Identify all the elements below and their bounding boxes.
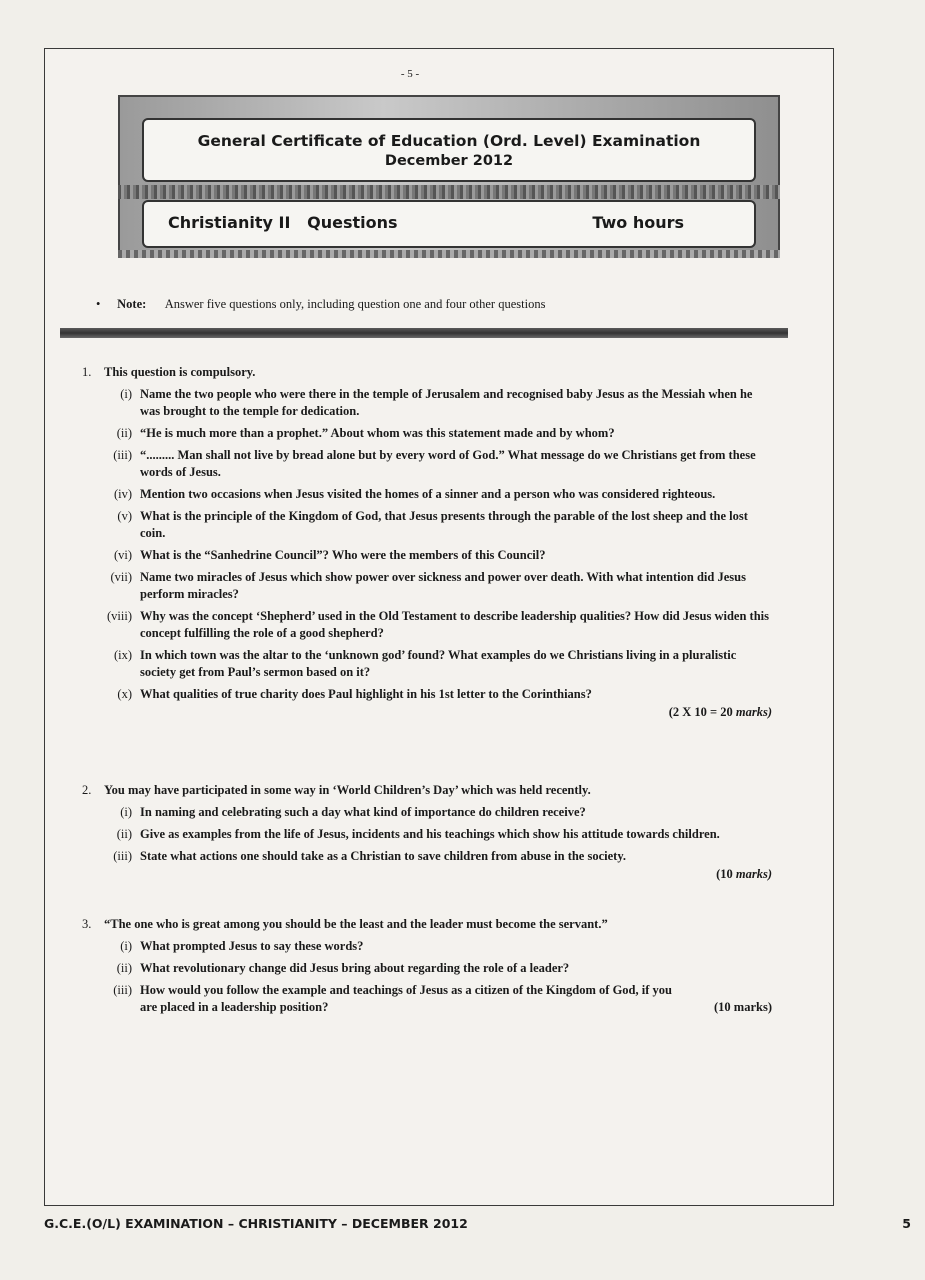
sub-question-text-line: are placed in a leadership position? [140, 1000, 329, 1014]
sub-question [82, 508, 772, 542]
roman-numeral: (i) [120, 939, 132, 953]
page-number: - 5 - [400, 68, 420, 80]
roman-numeral: (x) [117, 687, 132, 701]
sub-question-text: Mention two occasions when Jesus visited the homes of a sinner and a person who was considered righteous. [140, 487, 716, 501]
page-footer: G.C.E.(O/L) EXAMINATION – CHRISTIANITY – DECEMBER 2012 [44, 1216, 468, 1231]
exam-title-box [142, 118, 756, 182]
question-1 [82, 364, 772, 721]
roman-numeral: (i) [120, 387, 132, 401]
header-bottom-strip [118, 250, 780, 258]
sub-question [82, 982, 772, 1016]
sub-question-text-line: How would you follow the example and teachings of Jesus as a citizen of the Kingdom of God, if you [140, 983, 672, 997]
sub-question [82, 547, 772, 564]
sub-question-text: What revolutionary change did Jesus bring about regarding the role of a leader? [140, 961, 570, 975]
exam-date: December 2012 [384, 153, 514, 169]
roman-numeral: (ii) [116, 961, 132, 975]
sub-question-text: In naming and celebrating such a day what kind of importance do children receive? [140, 805, 586, 819]
sub-question [82, 804, 772, 821]
roman-numeral: (v) [117, 509, 132, 523]
roman-numeral: (vi) [113, 548, 132, 562]
question-2 [82, 782, 772, 883]
roman-numeral: (iv) [113, 487, 132, 501]
roman-numeral: (vii) [110, 570, 132, 584]
sub-question [82, 826, 772, 843]
marks-value: (2 X 10 = 20 [668, 705, 733, 719]
sub-question [82, 569, 772, 603]
question-text: You may have participated in some way in ‘World Children’s Day’ which was held recently. [104, 783, 591, 797]
roman-numeral: (iii) [113, 448, 132, 462]
question-number: 2. [82, 783, 92, 797]
sub-question [82, 608, 772, 642]
header-strip [118, 185, 780, 199]
sub-question [82, 848, 772, 865]
subject-label: Christianity II Questions [168, 213, 398, 232]
marks-label [82, 704, 772, 721]
question-3 [82, 916, 772, 1016]
sub-question [82, 647, 772, 681]
sub-question [82, 447, 772, 481]
sub-question-text: Give as examples from the life of Jesus, incidents and his teachings which show his attitude towards children. [140, 827, 720, 841]
roman-numeral: (ix) [113, 648, 132, 662]
sub-question-text: Name the two people who were there in the temple of Jerusalem and recognised baby Jesus as the Messiah when he was brought to the temple for dedication. [140, 387, 753, 418]
sub-question [82, 486, 772, 503]
marks-word: marks) [735, 867, 772, 881]
sub-question-text: What prompted Jesus to say these words? [140, 939, 364, 953]
sub-question-text: “......... Man shall not live by bread alone but by every word of God.” What message do we Christians get from these words of Jesus. [140, 448, 756, 479]
duration-label: Two hours [592, 213, 684, 232]
roman-numeral: (ii) [116, 426, 132, 440]
roman-numeral: (iii) [113, 983, 132, 997]
sub-question [82, 425, 772, 442]
question-text: This question is compulsory. [104, 365, 256, 379]
sub-question-text: Name two miracles of Jesus which show power over sickness and power over death. With what intention did Jesus perform miracles? [140, 570, 746, 601]
roman-numeral: (iii) [113, 849, 132, 863]
exam-title: General Certificate of Education (Ord. Level) Examination [197, 132, 701, 150]
marks-label [82, 866, 772, 883]
sub-question-text: What is the principle of the Kingdom of God, that Jesus presents through the parable of the lost sheep and the lost coin. [140, 509, 748, 540]
sub-question-text: “He is much more than a prophet.” About whom was this statement made and by whom? [140, 426, 615, 440]
sub-question [82, 960, 772, 977]
marks-label: (10 marks) [714, 1000, 772, 1014]
sub-question-text: Why was the concept ‘Shepherd’ used in the Old Testament to describe leadership qualities? How did Jesus widen this concept fulfilling the role of a good shepherd? [140, 609, 769, 640]
sub-question-text: In which town was the altar to the ‘unknown god’ found? What examples do we Christians living in a pluralistic society get from Paul’s sermon based on it? [140, 648, 737, 679]
note-text: Answer five questions only, including question one and four other questions [164, 297, 546, 311]
question-number: 1. [82, 365, 92, 379]
instructions-note [96, 297, 545, 312]
sub-question [82, 686, 772, 703]
bullet-icon: • [96, 297, 101, 311]
roman-numeral: (viii) [107, 609, 132, 623]
sub-question-text: State what actions one should take as a Christian to save children from abuse in the society. [140, 849, 627, 863]
section-divider [60, 328, 788, 338]
sub-question-text: What is the “Sanhedrine Council”? Who were the members of this Council? [140, 548, 546, 562]
question-text: “The one who is great among you should be the least and the leader must become the servant.” [104, 917, 608, 931]
sub-question [82, 938, 772, 955]
sub-question-text: What qualities of true charity does Paul highlight in his 1st letter to the Corinthians? [140, 687, 592, 701]
sub-question [82, 386, 772, 420]
footer-page-number: 5 [902, 1216, 911, 1231]
marks-value: (10 [716, 867, 733, 881]
question-number: 3. [82, 917, 92, 931]
subject-box [142, 200, 756, 248]
marks-word: marks) [735, 705, 772, 719]
roman-numeral: (i) [120, 805, 132, 819]
note-label: Note: [117, 297, 147, 311]
roman-numeral: (ii) [116, 827, 132, 841]
